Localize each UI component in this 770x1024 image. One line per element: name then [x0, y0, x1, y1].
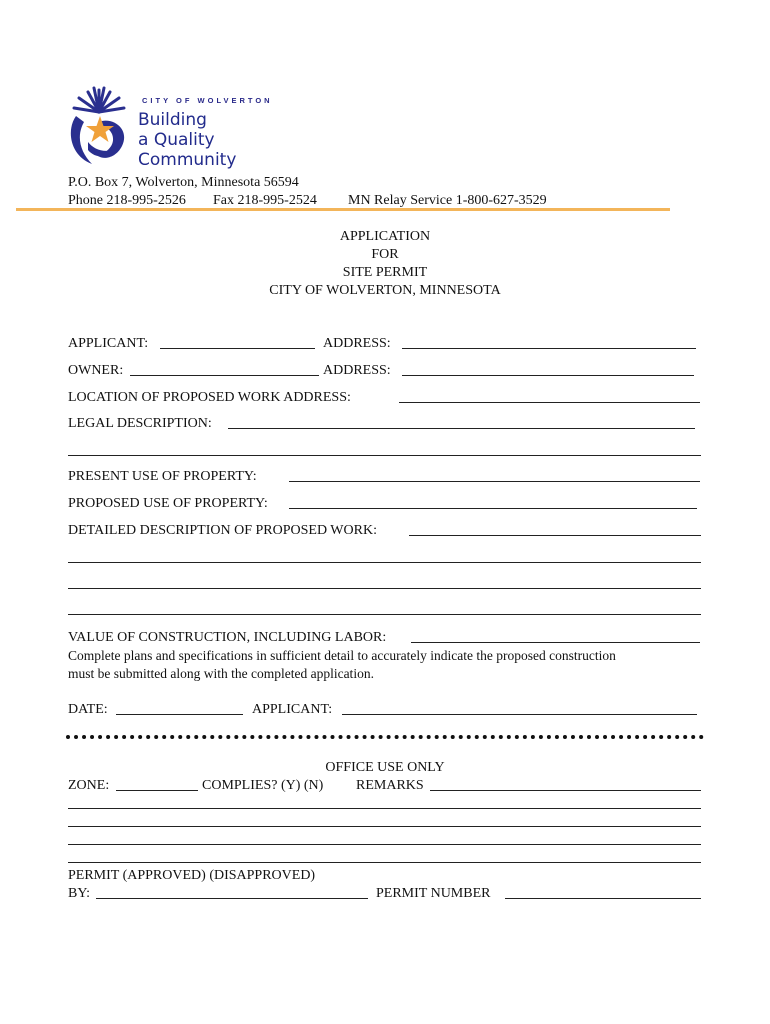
applicant-field[interactable]	[160, 348, 315, 349]
remarks-line-2[interactable]	[68, 808, 701, 809]
city-logo	[64, 86, 134, 170]
zone-label: ZONE:	[68, 778, 110, 793]
by-field[interactable]	[96, 898, 368, 899]
tagline-line-1: Building	[138, 110, 207, 130]
remarks-label: REMARKS	[356, 778, 424, 793]
owner-address-label: ADDRESS:	[323, 363, 391, 378]
remarks-line-3[interactable]	[68, 826, 701, 827]
applicant-address-label: ADDRESS:	[323, 336, 391, 351]
office-use-separator	[66, 735, 704, 739]
owner-field[interactable]	[130, 375, 319, 376]
complies-label: COMPLIES? (Y) (N)	[202, 778, 324, 793]
org-name-small: CITY OF WOLVERTON	[142, 96, 273, 105]
office-use-heading: OFFICE USE ONLY	[325, 760, 445, 775]
title-for: FOR	[371, 247, 399, 262]
applicant-label: APPLICANT:	[68, 336, 149, 351]
detailed-description-label: DETAILED DESCRIPTION OF PROPOSED WORK:	[68, 523, 377, 538]
tagline-line-2: a Quality	[138, 130, 215, 150]
zone-field[interactable]	[116, 790, 198, 791]
applicant-signature-label: APPLICANT:	[252, 702, 333, 717]
proposed-use-label: PROPOSED USE OF PROPERTY:	[68, 496, 268, 511]
header-divider	[16, 208, 670, 211]
permit-status-label: PERMIT (APPROVED) (DISAPPROVED)	[68, 868, 316, 883]
remarks-field[interactable]	[430, 790, 701, 791]
submission-note-line-2: must be submitted along with the completed application.	[68, 666, 374, 681]
present-use-label: PRESENT USE OF PROPERTY:	[68, 469, 257, 484]
permit-number-field[interactable]	[505, 898, 701, 899]
proposed-use-field[interactable]	[289, 508, 697, 509]
by-label: BY:	[68, 886, 91, 901]
detailed-description-line-3[interactable]	[68, 588, 701, 589]
date-field[interactable]	[116, 714, 243, 715]
location-label: LOCATION OF PROPOSED WORK ADDRESS:	[68, 390, 351, 405]
present-use-field[interactable]	[289, 481, 700, 482]
relay-service: MN Relay Service 1-800-627-3529	[348, 193, 547, 208]
mailing-address: P.O. Box 7, Wolverton, Minnesota 56594	[68, 175, 299, 190]
title-city: CITY OF WOLVERTON, MINNESOTA	[269, 283, 501, 298]
title-application: APPLICATION	[339, 229, 431, 244]
detailed-description-line-4[interactable]	[68, 614, 701, 615]
detailed-description-field[interactable]	[409, 535, 701, 536]
fax-number: Fax 218-995-2524	[213, 193, 317, 208]
tagline-line-3: Community	[138, 150, 237, 170]
applicant-address-field[interactable]	[402, 348, 696, 349]
remarks-line-4[interactable]	[68, 844, 701, 845]
construction-value-label: VALUE OF CONSTRUCTION, INCLUDING LABOR:	[68, 630, 387, 645]
permit-number-label: PERMIT NUMBER	[376, 886, 491, 901]
legal-description-label: LEGAL DESCRIPTION:	[68, 416, 212, 431]
owner-address-field[interactable]	[402, 375, 694, 376]
legal-description-field[interactable]	[228, 428, 695, 429]
title-site-permit: SITE PERMIT	[342, 265, 428, 280]
applicant-signature-field[interactable]	[342, 714, 697, 715]
date-label: DATE:	[68, 702, 108, 717]
remarks-line-5[interactable]	[68, 862, 701, 863]
owner-label: OWNER:	[68, 363, 124, 378]
location-field[interactable]	[399, 402, 700, 403]
phone-number: Phone 218-995-2526	[68, 193, 186, 208]
construction-value-field[interactable]	[411, 642, 700, 643]
detailed-description-line-2[interactable]	[68, 562, 701, 563]
submission-note-line-1: Complete plans and specifications in sufficient detail to accurately indicate the proposed construction	[68, 648, 616, 663]
legal-description-field-line-2[interactable]	[68, 455, 701, 456]
